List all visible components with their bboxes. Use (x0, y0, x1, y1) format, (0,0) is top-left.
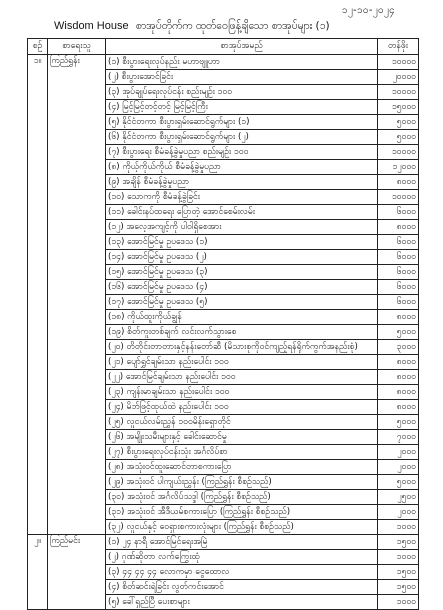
book-title: (၇) စီးပွားရေး စီမံခန့်ခွဲမှုပညာ စည်းမျဉ်း ၁၀၀ (106, 145, 378, 160)
book-price: ၆၀၀၀ (378, 205, 419, 220)
book-title: (၁၅) အောင်မြင်မှု ဥပဒေသ (၃) (106, 265, 378, 280)
book-title: (၃) အုပ်ချုပ်ရေးလုပ်ငန်း စည်းမျဉ်း ၁၀၀ (106, 85, 378, 100)
book-price: ၆၀၀၀ (378, 265, 419, 280)
publisher-name: Wisdom House (54, 20, 129, 32)
book-title: (၂) စီးပွားအောင်ခြင်း (106, 70, 378, 85)
book-title: (၃) ၄၄ ၄၄ ၄၄ လောကမှာ ငွေထောလ (106, 565, 378, 580)
book-price: ၁၅၀၀ (378, 535, 419, 550)
book-price: ၈၀၀၀ (378, 220, 419, 235)
book-title: (၂၇) စီးပွားရေးလုပ်ငန်းသုံး အင်္ဂလိပ်စာ (106, 445, 378, 460)
book-title: (၁) စီးပွားရေးလုပ်နည်း မဟာဗျူဟာ (106, 55, 378, 70)
book-price: ၁၅၀၀ (378, 580, 419, 595)
book-title: (၃၁) အသုံးဝင် အီဒီယမ်စကားပြော (ကြည်ရွှန်း စီစဉ်သည်) (106, 505, 378, 520)
book-title: (၂၉) အသုံးဝင် ပါကျယ်းညွှန်း (ကြည်ရွှန်း စီစဉ်သည်) (106, 475, 378, 490)
book-price: ၅၀၀၀ (378, 475, 419, 490)
column-header-title: စာအုပ်အမည် (106, 39, 378, 55)
book-price: ၂၀၀၀၀ (378, 70, 419, 85)
document-date: ၁၂-၁၀-၂၀၂၄ (341, 5, 395, 16)
book-price: ၆၀၀၀ (378, 235, 419, 250)
book-price: ၆၀၀၀ (378, 280, 419, 295)
book-title: (၂၈) အသုံးဝင်ထူးဆောင်တာစကားပြော (106, 460, 378, 475)
book-title: (၈) ကိုယ့်ကိုယ်ကိုယ် စီမံခန့်ခွဲမှုပညာ (106, 160, 378, 175)
book-title: (၂၆) အမျိုးသမီးများနှင့် ခေါင်းဆောင်မှု (106, 430, 378, 445)
column-header-price: တန်ဖိုး (378, 39, 419, 55)
column-header-author: စာရေးသူ (48, 39, 106, 55)
book-price: ၅၀၀၀ (378, 115, 419, 130)
book-title: (၅) ခေါ်ရှည်ပြီ ပေးစာများ (106, 595, 378, 610)
document-title (54, 20, 434, 35)
book-title: (၁၉) စိတ်ကူးတစ်ချက် လင်းလက်သွားစေ (106, 325, 378, 340)
book-title: (၄) မြင့်မြင့်တင့်တင့် မြင့်မြင့်ကြီး (106, 100, 378, 115)
book-title: (၂၄) မိဘ်ဖြင့်ထုယ်ထဲ နည်းပေါင်း ၁၀၀ (106, 400, 378, 415)
book-title: (၃၀) အသုံးဝင် အင်္ဂလိပ်သဒ္ဒါ (ကြည်ရွှန်း စီစဉ်သည်) (106, 490, 378, 505)
author-name: ကြည်မင်း (48, 535, 106, 610)
book-title: (၅) နိုင်ငံတကာ စီးပွားရှမ်းဆောင်ရွက်များ (၁) (106, 115, 378, 130)
book-price: ၁၀၀၀ (378, 595, 419, 610)
book-price: ၁၅၀၀ (378, 565, 419, 580)
book-title: (၁၆) အောင်မြင်မှု ဥပဒေသ (၄) (106, 280, 378, 295)
book-title: (၂၅) လူငယ်လမ်းညွှန် ၁၀၀မိန်းရှောတိုင် (106, 415, 378, 430)
book-price: ၅၀၀၀ (378, 325, 419, 340)
book-price-table (27, 38, 419, 610)
book-title: (၂၀) တိတိုင်းတာတားနှင့်နန်းတော်ဆီ (မိသားစုကိုဝင်ကျည့်ရန်ရိုက်ကွက်အနည်းစုံ) (106, 340, 378, 355)
book-title: (၁) ၂၄ နာရီ အောင်မြင်ရေးအမြဲ (106, 535, 378, 550)
book-price: ၂၀၀၀ (378, 505, 419, 520)
book-price: ၁၅၀၀၀ (378, 100, 419, 115)
book-title: (၁၄) အောင်မြင်မှု ဥပဒေသ (၂) (106, 250, 378, 265)
book-price: ၂၀၀၀ (378, 445, 419, 460)
book-title: (၄) စိတ်ဆင်းရဲခြင်း လွတ်ကင်းအောင် (106, 580, 378, 595)
book-price: ၂၅၀၀ (378, 490, 419, 505)
table-row (28, 535, 419, 550)
book-title: (၁၈) ကိုယ်ထူးကိုယ်ချွန် (106, 310, 378, 325)
book-title: (၉) အချိန် စီမံခန့်ခွဲမှုပညာ (106, 175, 378, 190)
book-title: (၁၀) သောကကို စီမံခန့်ခွဲခြင်း (106, 190, 378, 205)
book-title: (၁၇) အောင်မြင်မှု ဥပဒေသ (၅) (106, 295, 378, 310)
book-title: (၂၃) ကျန်းမာချမ်းသာ နည်းပေါင်း ၁၀၀ (106, 385, 378, 400)
book-title: (၃၂) လူငယ်နှင့် ဝေရှားစကားလုံးများ (ကြည်ရွှန်း စီစဉ်သည်) (106, 520, 378, 535)
book-title: (၂) ဂုဏ်ဆိုတာ လက်ကြွေးထုံ (106, 550, 378, 565)
book-title: (၆) နိုင်ငံတကာ စီးပွားရှမ်းဆောင်ရွက်များ (၂) (106, 130, 378, 145)
book-title: (၂၁) ပျော်ရွှင်ချမ်းသာ နည်းပေါင်း ၁၀၀ (106, 355, 378, 370)
column-header-number: စဉ် (28, 39, 48, 55)
book-price: ၇၀၀၀ (378, 430, 419, 445)
book-price: ၃၀၀၀ (378, 340, 419, 355)
group-number: ၁။ (28, 55, 48, 535)
group-number: ၂။ (28, 535, 48, 610)
book-price: ၁၀၀၀ (378, 520, 419, 535)
book-price: ၅၀၀၀ (378, 415, 419, 430)
book-price: ၈၀၀၀ (378, 175, 419, 190)
book-price: ၁၀၀၀၀ (378, 55, 419, 70)
book-price: ၈၀၀၀ (378, 370, 419, 385)
table-body (28, 55, 419, 610)
book-price: ၆၀၀၀ (378, 250, 419, 265)
book-title: (၁၁) ခေါင်းနပ်ထရေး ပြောတဲ့ အောင်စေမ်းလမ်း (106, 205, 378, 220)
book-price: ၁၀၀၀၀ (378, 85, 419, 100)
book-price: ၈၀၀၀ (378, 355, 419, 370)
book-price: ၅၀၀၀ (378, 130, 419, 145)
book-price: ၆၀၀၀ (378, 295, 419, 310)
book-price: ၁၀၀၀၀ (378, 145, 419, 160)
book-title: (၂၂) အောင်မြင်ချမ်းသာ နည်းပေါင်း ၁၀၀ (106, 370, 378, 385)
book-price: ၈၀၀၀ (378, 400, 419, 415)
table-row (28, 55, 419, 70)
book-title: (၁၂) အလေ့အကျင့်ကို ပါဝါရှိစေအား (106, 220, 378, 235)
book-price: ၁၀၀၀၀ (378, 190, 419, 205)
title-text: စာအုပ်တိုက်က ထုတ်ဝေဖြန့်ချိသော စာအုပ်များ (၁) (135, 20, 330, 32)
book-price: ၈၀၀၀ (378, 385, 419, 400)
table-header-row (28, 39, 419, 55)
book-title: (၁၃) အောင်မြင်မှု ဥပဒေသ (၁) (106, 235, 378, 250)
author-name: ကြည်ရွှန်း (48, 55, 106, 535)
book-price: ၂၀၀၀ (378, 460, 419, 475)
book-price: ၈၀၀၀ (378, 310, 419, 325)
book-price: ၁၂၀၀၀ (378, 160, 419, 175)
book-price: ၁၀၀၀ (378, 550, 419, 565)
